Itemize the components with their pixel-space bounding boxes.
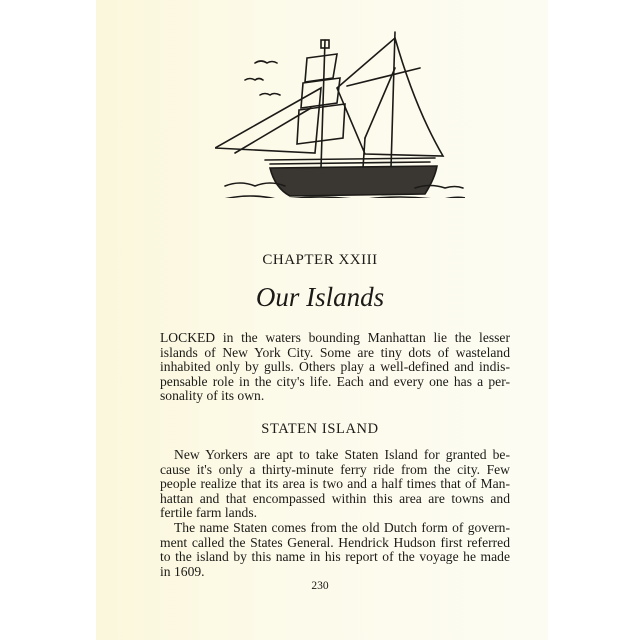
text-line: islands of New York City. Some are tiny dots of wasteland: [160, 344, 510, 360]
sailing-ship-icon: [215, 28, 465, 198]
section-heading: STATEN ISLAND: [261, 421, 379, 437]
text-line: pensable role in the city's life. Each and every one has a per-: [160, 373, 510, 389]
text-line: people realize that its area is two and a half times that of Man-: [160, 476, 510, 492]
text-line: fertile farm lands.: [160, 505, 258, 521]
chapter-number: CHAPTER XXIII: [262, 252, 378, 268]
intro-paragraph: [160, 331, 510, 404]
text-line: LOCKED in the waters bounding Manhattan lie the lesser: [160, 330, 510, 345]
paragraph-2: [160, 521, 510, 579]
text-line: to the island by this name in his report of the voyage he made: [160, 549, 510, 565]
text-line: inhabited only by gulls. Others play a well-defined and indis-: [160, 359, 510, 375]
text-line: New Yorkers are apt to take Staten Island for granted be-: [174, 447, 510, 462]
page-number: 230: [311, 580, 329, 592]
text-line: sonality of its own.: [160, 388, 265, 404]
text-line: cause it's only a thirty-minute ferry ride from the city. Few: [160, 461, 510, 477]
paragraph-1: [160, 448, 510, 521]
text-line: ment called the States General. Hendrick Hudson first referred: [160, 534, 510, 550]
text-line: hattan and that encompassed within this area are towns and: [160, 490, 510, 506]
text-line: in 1609.: [160, 563, 205, 579]
text-line: The name Staten comes from the old Dutch form of govern-: [174, 520, 510, 535]
chapter-title: Our Islands: [255, 282, 385, 312]
